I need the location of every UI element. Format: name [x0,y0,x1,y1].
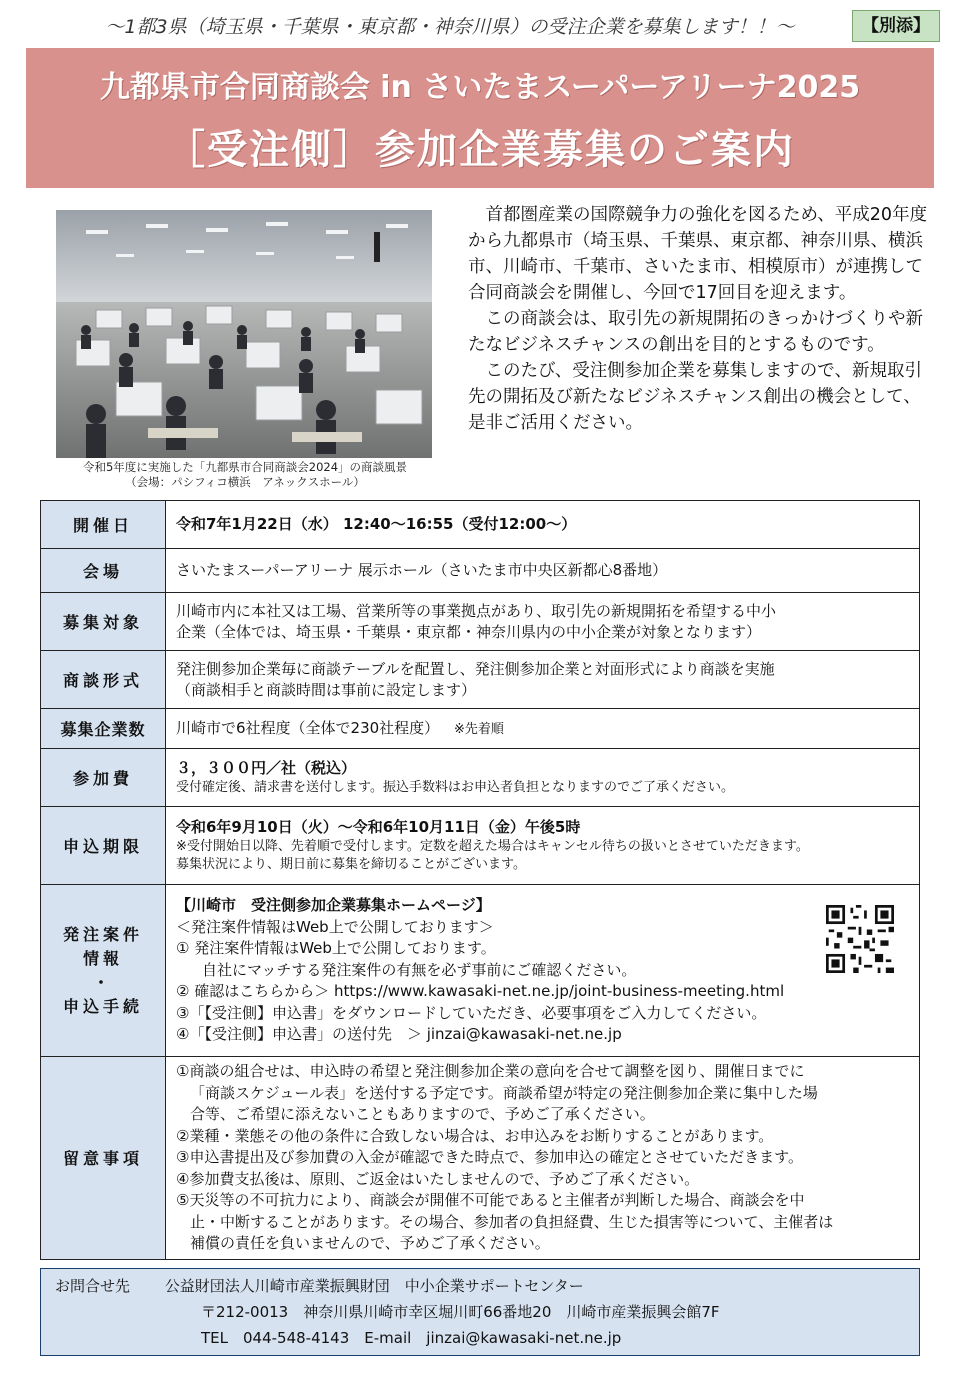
intro-paragraph: この商談会は、取引先の新規開拓のきっかけづくりや新たなビジネスチャンスの創出を目的とするものです。 [468,309,923,355]
row-label: 募集対象 [41,593,166,651]
info-table [40,500,920,1260]
event-venue: さいたまスーパーアリーナ 展示ホール（さいたま市中央区新都心8番地） [166,549,920,593]
table-row-date [41,501,920,549]
table-row-fee [41,749,920,807]
count-note: ※先着順 [453,722,504,737]
procedure-link[interactable]: ② 確認はこちらから＞ https://www.kawasaki-net.ne.jp/joint-business-meeting.html [176,982,785,1001]
intro-text [468,202,938,436]
event-photo [56,210,432,458]
company-count: 川崎市で6社程度（全体で230社程度） [176,719,440,737]
table-row-procedure [41,885,920,1057]
row-label: 留意事項 [41,1057,166,1260]
meeting-hall-image [56,210,432,458]
table-row-deadline [41,807,920,885]
row-label: 発注案件 [62,924,143,944]
header-tagline: ～1都3県（埼玉県・千葉県・東京都・神奈川県）の受注企業を募集します！！～ [105,16,795,38]
appendix-badge: 【別添】 [852,10,940,42]
table-row-count [41,709,920,749]
note-item: 「商談スケジュール表」を送付する予定です。商談希望が特定の発注側参加企業に集中した場 [190,1083,818,1102]
target-text: 企業（全体では、埼玉県・千葉県・東京都・神奈川県内の中小企業が対象となります） [176,622,762,641]
row-label: 開催日 [41,501,166,549]
row-label: 申込手続 [62,996,143,1016]
photo-caption-line1: 令和5年度に実施した「九都県市合同商談会2024」の商談風景 [82,460,408,474]
row-label: 参加費 [41,749,166,807]
event-title: 九都県市合同商談会 in さいたまスーパーアリーナ2025 [99,70,861,105]
note-item: 止・中断することがあります。その場合、参加者の負担経費、生じた損害等について、主催者は [190,1212,834,1231]
procedure-item: 自社にマッチする発注案件の有無を必ず事前にご確認ください。 [202,960,637,979]
intro-paragraph: 首都圏産業の国際競争力の強化を図るため、平成20年度から九都県市（埼玉県、千葉県、東京都、神奈川県、横浜市、川崎市、千葉市、さいたま市、相模原市）が連携して合同商談会を開催し、今回で17回目を迎えます。 [468,205,928,303]
row-label: 募集企業数 [41,709,166,749]
procedure-item: ③「【受注側】申込書」をダウンロードしていただき、必要事項をご入力してください。 [176,1003,767,1022]
contact-box [40,1268,920,1356]
row-label: 会場 [41,549,166,593]
note-item: 合等、ご希望に添えないこともありますので、予めご了承ください。 [190,1105,655,1123]
deadline-value: 令和6年9月10日（火）～令和6年10月11日（金）午後5時 [176,818,581,836]
intro-paragraph: このたび、受注側参加企業を募集しますので、新規取引先の開拓及び新たなビジネスチャンス創出の機会として、是非ご活用ください。 [468,361,922,433]
row-label: 情報 [82,948,123,968]
note-item: ①商談の組合せは、申込時の希望と発注側参加企業の意向を合せて調整を図り、開催日までに [176,1062,805,1080]
table-row-venue [41,549,920,593]
fee-value: ３，３００円／社（税込） [176,759,357,777]
table-row-target [41,593,920,651]
procedure-email[interactable]: ④「【受注側】申込書」の送付先 ＞ jinzai@kawasaki-net.ne.jp [176,1025,622,1044]
deadline-note: ※受付開始日以降、先着順で受付します。定数を超えた場合はキャンセル待ちの扱いとさせていただきます。 [176,839,809,854]
note-item: ④参加費支払後は、原則、ご返金はいたしませんので、予めご了承ください。 [176,1169,700,1188]
title-banner [26,48,934,188]
note-item: ②業種・業態その他の条件に合致しない場合は、お申込みをお断りすることがあります。 [176,1126,774,1145]
row-label: ・ [92,972,113,992]
photo-caption [40,460,450,490]
event-date: 令和7年1月22日（水） 12:40～16:55（受付12:00～） [166,501,920,549]
format-text: 発注側参加企業毎に商談テーブルを配置し、発注側参加企業と対面形式により商談を実施 [176,659,775,678]
note-item: ⑤天災等の不可抗力により、商談会が開催不可能であると主催者が判断した場合、商談会を中 [176,1191,805,1209]
row-label: 商談形式 [41,651,166,709]
homepage-heading: 【川崎市 受注側参加企業募集ホームページ】 [176,896,491,915]
contact-organization: 公益財団法人川崎市産業振興財団 中小企業サポートセンター [164,1277,584,1295]
qr-code-icon[interactable] [826,905,894,973]
contact-label: お問合せ先 [55,1277,131,1295]
note-item: 補償の責任を負いませんので、予めご了承ください。 [190,1234,550,1252]
target-text: 川崎市内に本社又は工場、営業所等の事業拠点があり、取引先の新規開拓を希望する中小 [176,601,777,620]
procedure-item: ① 発注案件情報はWeb上で公開しております。 [176,939,496,958]
deadline-note: 募集状況により、期日前に募集を締切ることがございます。 [176,857,526,872]
fee-note: 受付確定後、請求書を送付します。振込手数料はお申込者負担となりますのでご了承ください。 [176,780,734,795]
photo-caption-line2: （会場：パシフィコ横浜 アネックスホール） [125,475,365,489]
row-label: 申込期限 [41,807,166,885]
table-row-notes [41,1057,920,1260]
recruitment-title: ［受注側］参加企業募集のご案内 [165,127,795,173]
note-item: ③申込書提出及び参加費の入金が確認できた時点で、参加申込の確定とさせていただきます。 [176,1148,803,1166]
table-row-format [41,651,920,709]
procedure-sub: ＜発注案件情報はWeb上で公開しております＞ [176,917,494,936]
contact-phone-email[interactable]: TEL 044-548-4143 E-mail jinzai@kawasaki-net.ne.jp [201,1329,622,1347]
contact-address: 〒212-0013 神奈川県川崎市幸区堀川町66番地20 川崎市産業振興会館7F [201,1303,720,1321]
format-text: （商談相手と商談時間は事前に設定します） [176,680,477,699]
